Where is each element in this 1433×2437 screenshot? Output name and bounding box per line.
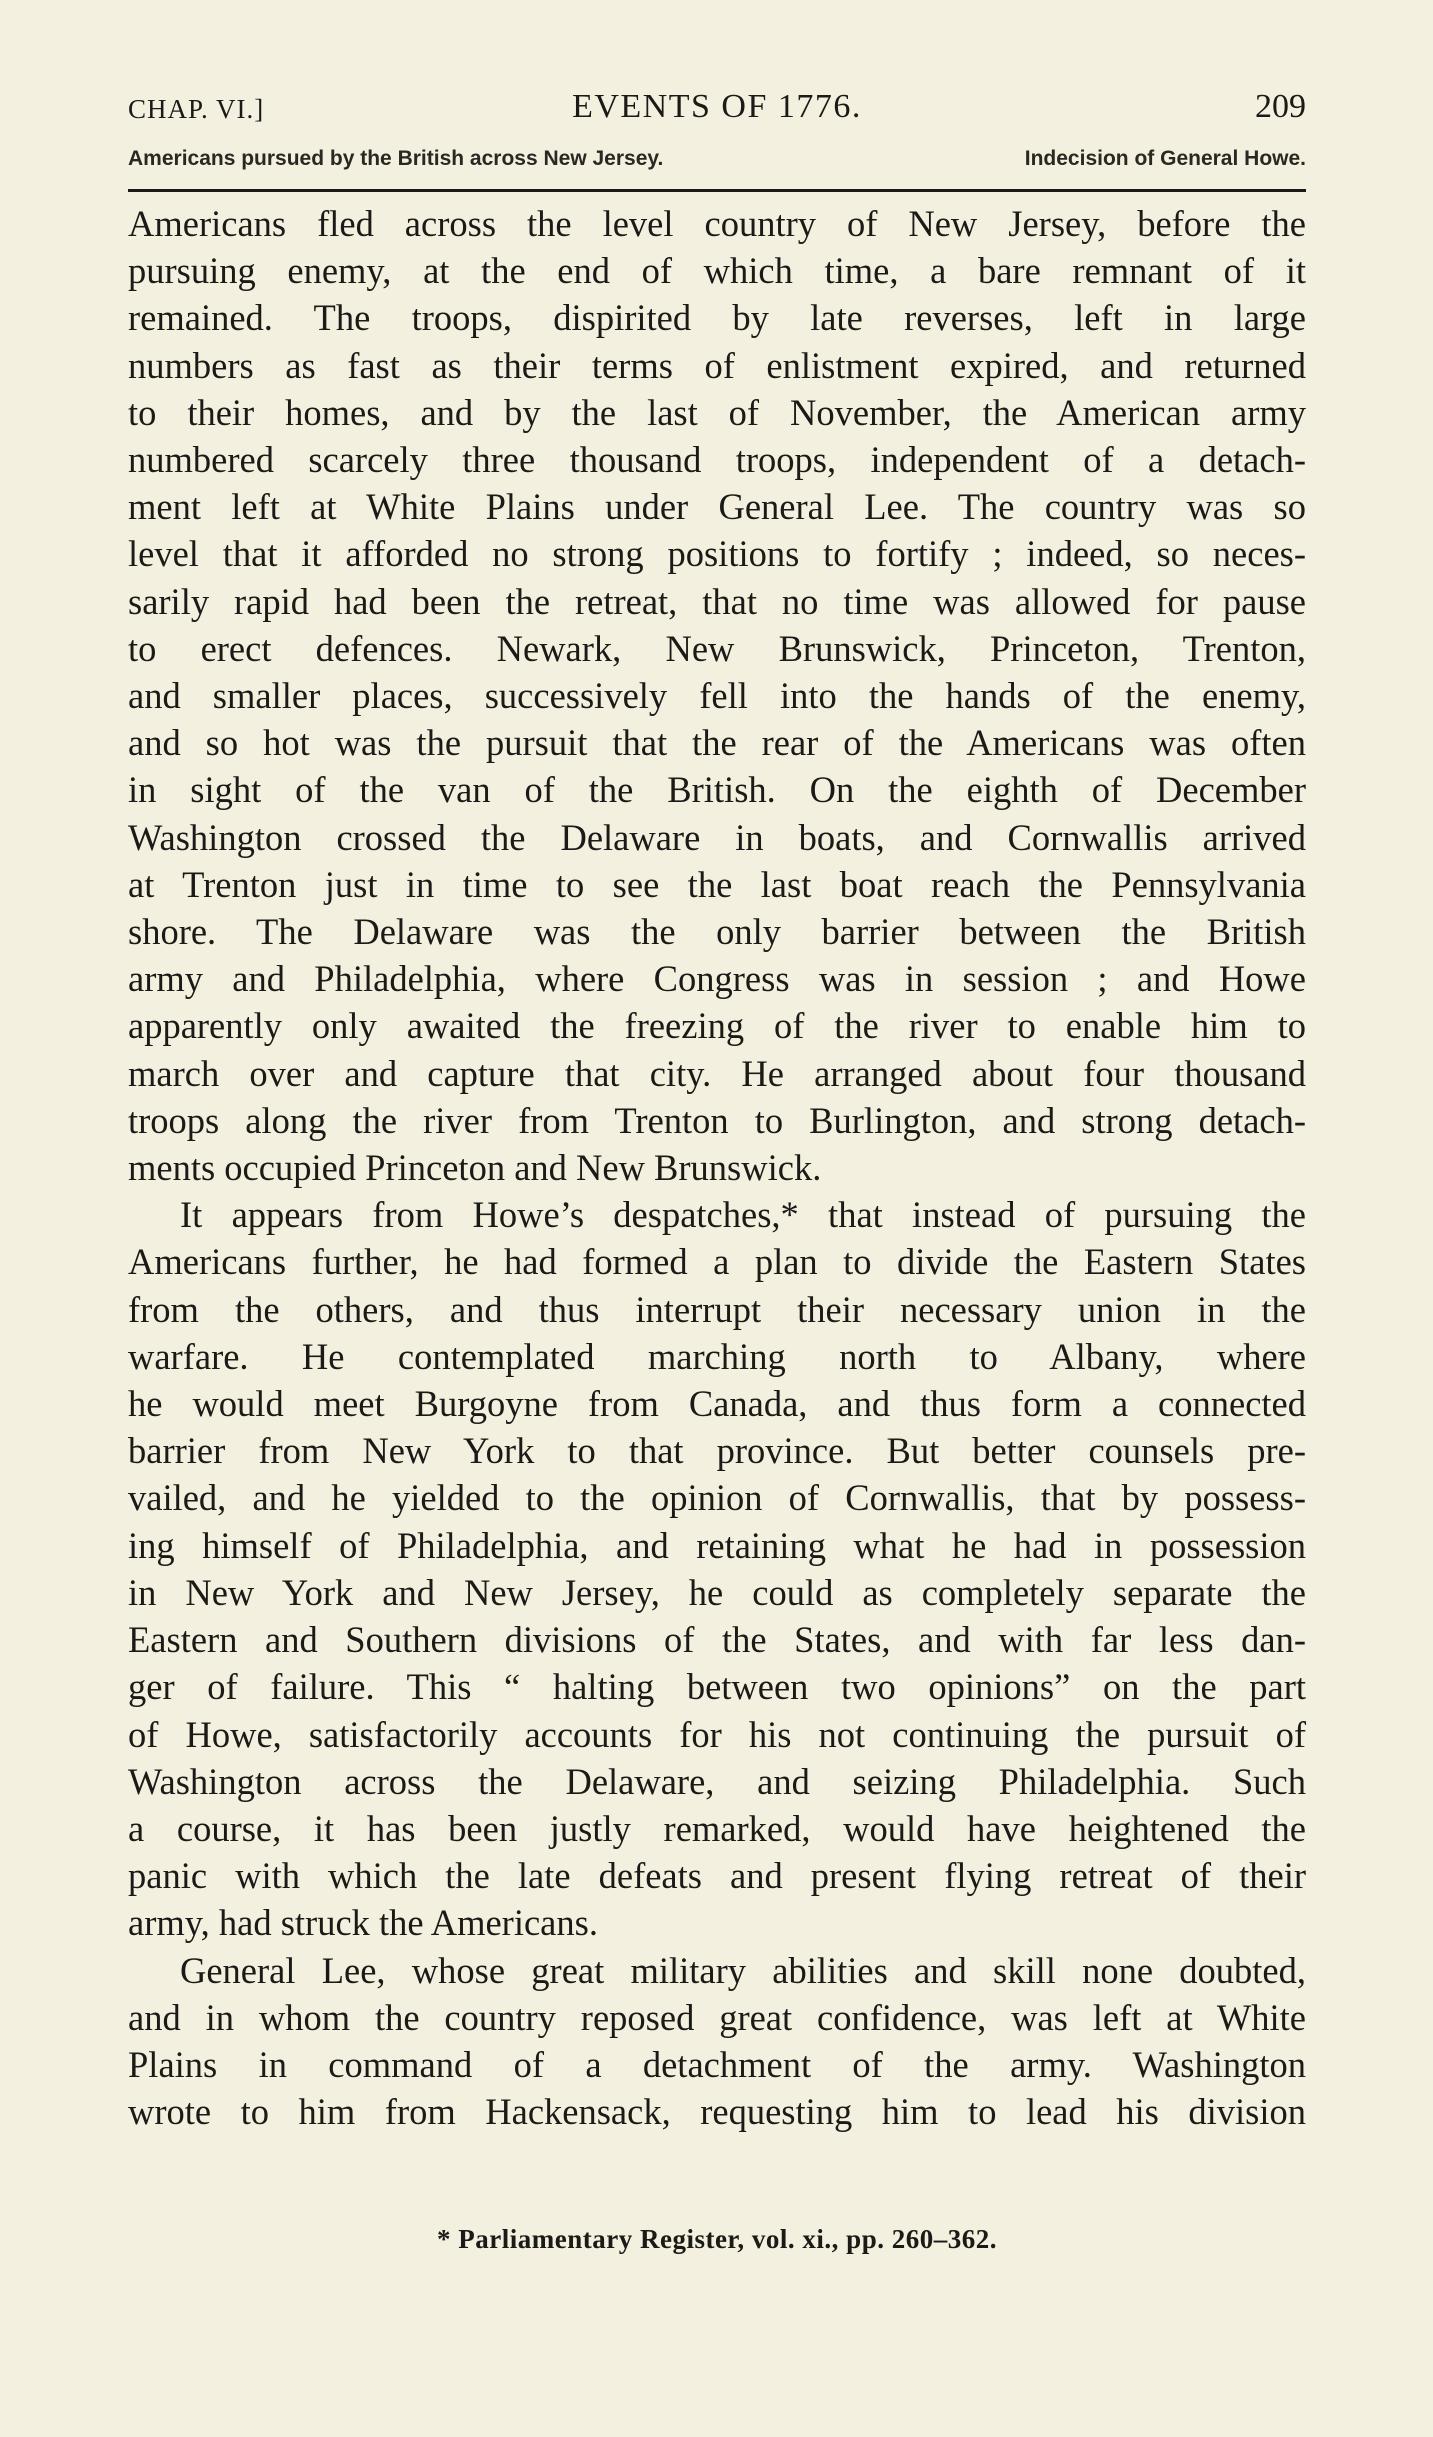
text-line: pursuing enemy, at the end of which time, a bare remnant of it	[128, 250, 1306, 292]
text-line: ing himself of Philadelphia, and retaining what he had in possession	[128, 1524, 1306, 1566]
text-line: numbers as fast as their terms of enlistment expired, and returned	[128, 344, 1306, 386]
chapter-label: CHAP. VI.]	[128, 94, 265, 124]
text-line: march over and capture that city. He arranged about four thousand	[128, 1052, 1306, 1094]
text-line: It appears from Howe’s despatches,* that instead of pursuing the	[180, 1194, 1306, 1236]
text-line: and smaller places, successively fell into the hands of the enemy,	[128, 675, 1306, 717]
text-line: ment left at White Plains under General Lee. The country was so	[128, 486, 1306, 528]
text-line: he would meet Burgoyne from Canada, and thus form a connected	[128, 1383, 1306, 1425]
page-title: EVENTS OF 1776.	[572, 88, 862, 125]
body-text	[128, 200, 1306, 2135]
text-line: Washington across the Delaware, and seizing Philadelphia. Such	[128, 1760, 1306, 1802]
text-line: Eastern and Southern divisions of the States, and with far less dan-	[128, 1619, 1306, 1661]
text-line: wrote to him from Hackensack, requesting him to lead his division	[128, 2091, 1306, 2133]
text-line: General Lee, whose great military abilities and skill none doubted,	[180, 1949, 1306, 1991]
text-line: barrier from New York to that province. But better counsels pre-	[128, 1430, 1306, 1472]
text-line: in New York and New Jersey, he could as completely separate the	[128, 1571, 1306, 1613]
text-line: Americans fled across the level country of New Jersey, before the	[128, 203, 1306, 244]
text-line: army, had struck the Americans.	[128, 1902, 598, 1944]
text-line: warfare. He contemplated marching north to Albany, where	[128, 1335, 1306, 1377]
text-line: a course, it has been justly remarked, would have heightened the	[128, 1807, 1306, 1849]
text-line: Americans further, he had formed a plan to divide the Eastern States	[128, 1241, 1306, 1283]
text-line: army and Philadelphia, where Congress was in session ; and Howe	[128, 958, 1306, 1000]
text-line: and so hot was the pursuit that the rear of the Americans was often	[128, 722, 1306, 764]
text-line: of Howe, satisfactorily accounts for his not continuing the pursuit of	[128, 1713, 1306, 1755]
text-line: in sight of the van of the British. On the eighth of December	[128, 769, 1306, 811]
text-line: Plains in command of a detachment of the army. Washington	[128, 2043, 1306, 2085]
text-line: troops along the river from Trenton to Burlington, and strong detach-	[128, 1099, 1306, 1141]
page-number: 209	[1255, 88, 1306, 125]
text-line: level that it afforded no strong positions to fortify ; indeed, so neces-	[128, 533, 1306, 575]
text-line: apparently only awaited the freezing of the river to enable him to	[128, 1005, 1306, 1047]
text-line: sarily rapid had been the retreat, that no time was allowed for pause	[128, 580, 1306, 622]
subheader-left: Americans pursued by the British across New Jersey.	[128, 147, 664, 170]
text-line: ger of failure. This “ halting between two opinions” on the part	[128, 1666, 1306, 1708]
text-line: ments occupied Princeton and New Brunswick.	[128, 1147, 822, 1189]
text-line: at Trenton just in time to see the last boat reach the Pennsylvania	[128, 863, 1306, 905]
text-line: numbered scarcely three thousand troops, independent of a detach-	[128, 439, 1306, 481]
text-line: shore. The Delaware was the only barrier between the British	[128, 911, 1306, 953]
text-line: from the others, and thus interrupt their necessary union in the	[128, 1288, 1306, 1330]
running-head	[128, 88, 1306, 138]
text-line: remained. The troops, dispirited by late reverses, left in large	[128, 297, 1306, 339]
text-line: panic with which the late defeats and present flying retreat of their	[128, 1855, 1306, 1897]
header-rule	[128, 189, 1306, 192]
text-line: vailed, and he yielded to the opinion of Cornwallis, that by possess-	[128, 1477, 1306, 1519]
text-line: Washington crossed the Delaware in boats, and Cornwallis arrived	[128, 816, 1306, 858]
footnote: * Parliamentary Register, vol. xi., pp. 260–362.	[437, 2224, 997, 2254]
section-subheader	[128, 147, 1306, 177]
text-line: and in whom the country reposed great confidence, was left at White	[128, 1996, 1306, 2038]
text-line: to their homes, and by the last of November, the American army	[128, 391, 1306, 433]
text-line: to erect defences. Newark, New Brunswick, Princeton, Trenton,	[128, 627, 1306, 669]
subheader-right: Indecision of General Howe.	[1024, 147, 1306, 170]
